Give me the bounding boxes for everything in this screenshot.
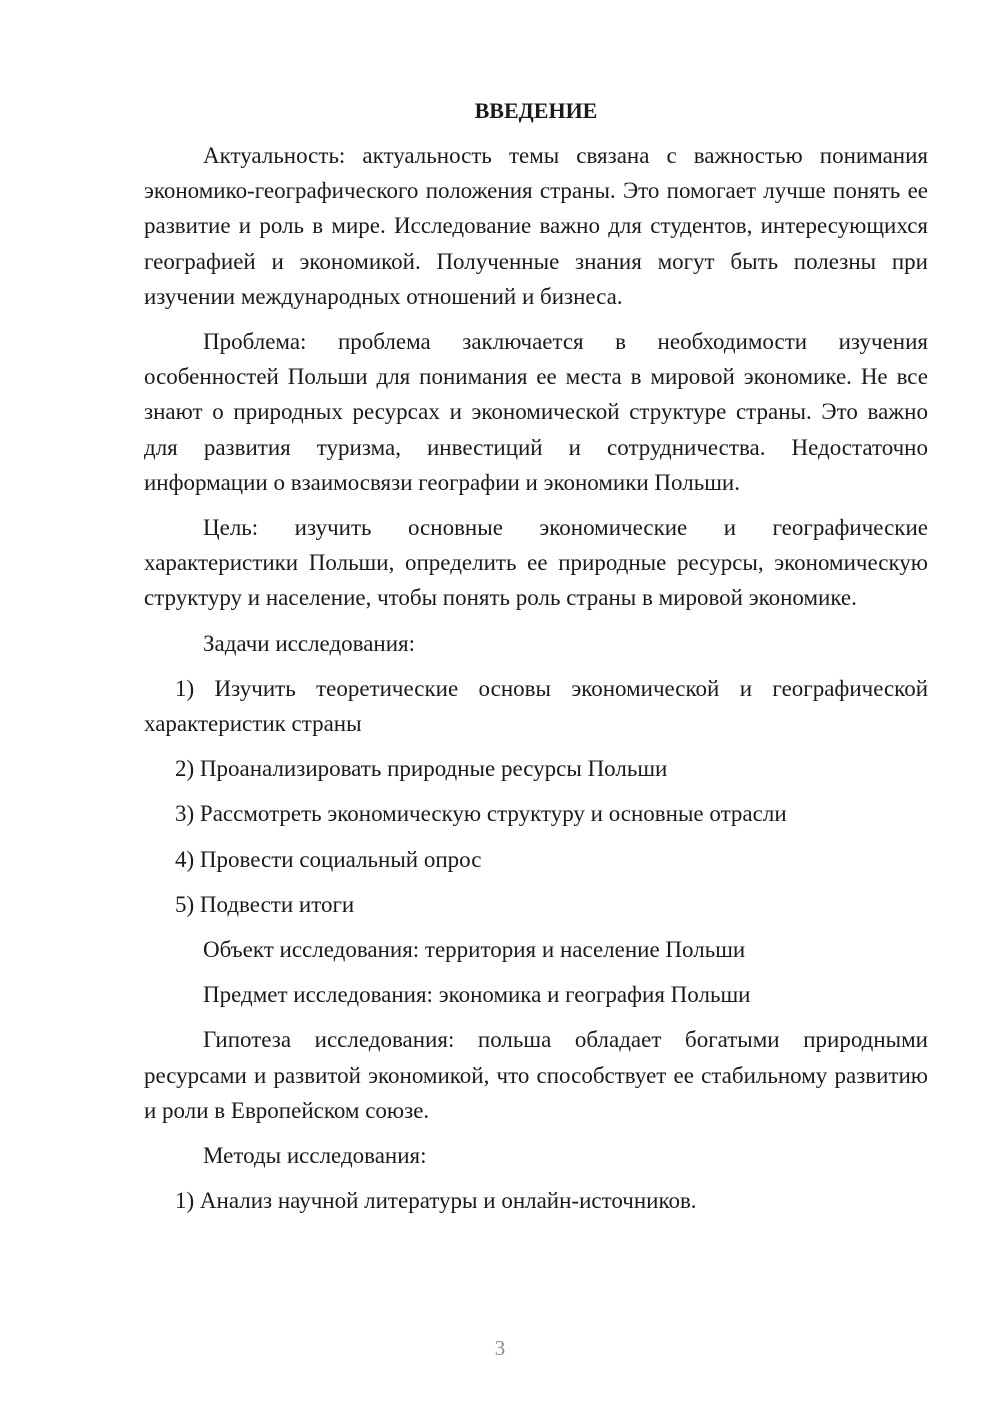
hypothesis-paragraph: Гипотеза исследования: польша обладает богатыми природными ресурсами и развитой экономикой, что способствует ее стабильному развитию и роли в Европейском союзе. [144,1027,928,1123]
task-item-4: 4) Провести социальный опрос [175,846,482,872]
relevance-paragraph: Актуальность: актуальность темы связана с важностью понимания экономико-географического положения страны. Это помогает лучше понять ее развитие и роль в мире. Исследование важно для студентов, интересующихся географией и экономикой. Полученные знания могут быть полезны при изучении международных отношений и бизнеса. [144,143,928,309]
method-item-1: 1) Анализ научной литературы и онлайн-источников. [175,1188,697,1214]
task-item-5: 5) Подвести итоги [175,891,355,917]
page-number: 3 [494,1336,506,1360]
problem-paragraph: Проблема: проблема заключается в необходимости изучения особенностей Польши для понимания ее места в мировой экономике. Не все знают о природных ресурсах и экономической структуре страны. Это важно для развития туризма, инвестиций и сотрудничества. Недостаточно информации о взаимосвязи географии и экономики Польши. [144,329,928,495]
goal-paragraph: Цель: изучить основные экономические и географические характеристики Польши, определить ее природные ресурсы, экономическую структуру и население, чтобы понять роль страны в мировой экономике. [144,515,928,611]
task-item-2: 2) Проанализировать природные ресурсы Польши [175,756,668,782]
task-item-3: 3) Рассмотреть экономическую структуру и основные отрасли [175,801,787,827]
tasks-heading: Задачи исследования: [203,630,416,656]
object-paragraph: Объект исследования: территория и население Польши [203,937,746,963]
task-item-1: 1) Изучить теоретические основы экономической и географической характеристик страны [144,675,928,737]
document-body [144,94,928,1218]
methods-heading: Методы исследования: [203,1143,427,1169]
subject-paragraph: Предмет исследования: экономика и география Польши [203,982,751,1008]
section-title: ВВЕДЕНИЕ [474,98,598,123]
